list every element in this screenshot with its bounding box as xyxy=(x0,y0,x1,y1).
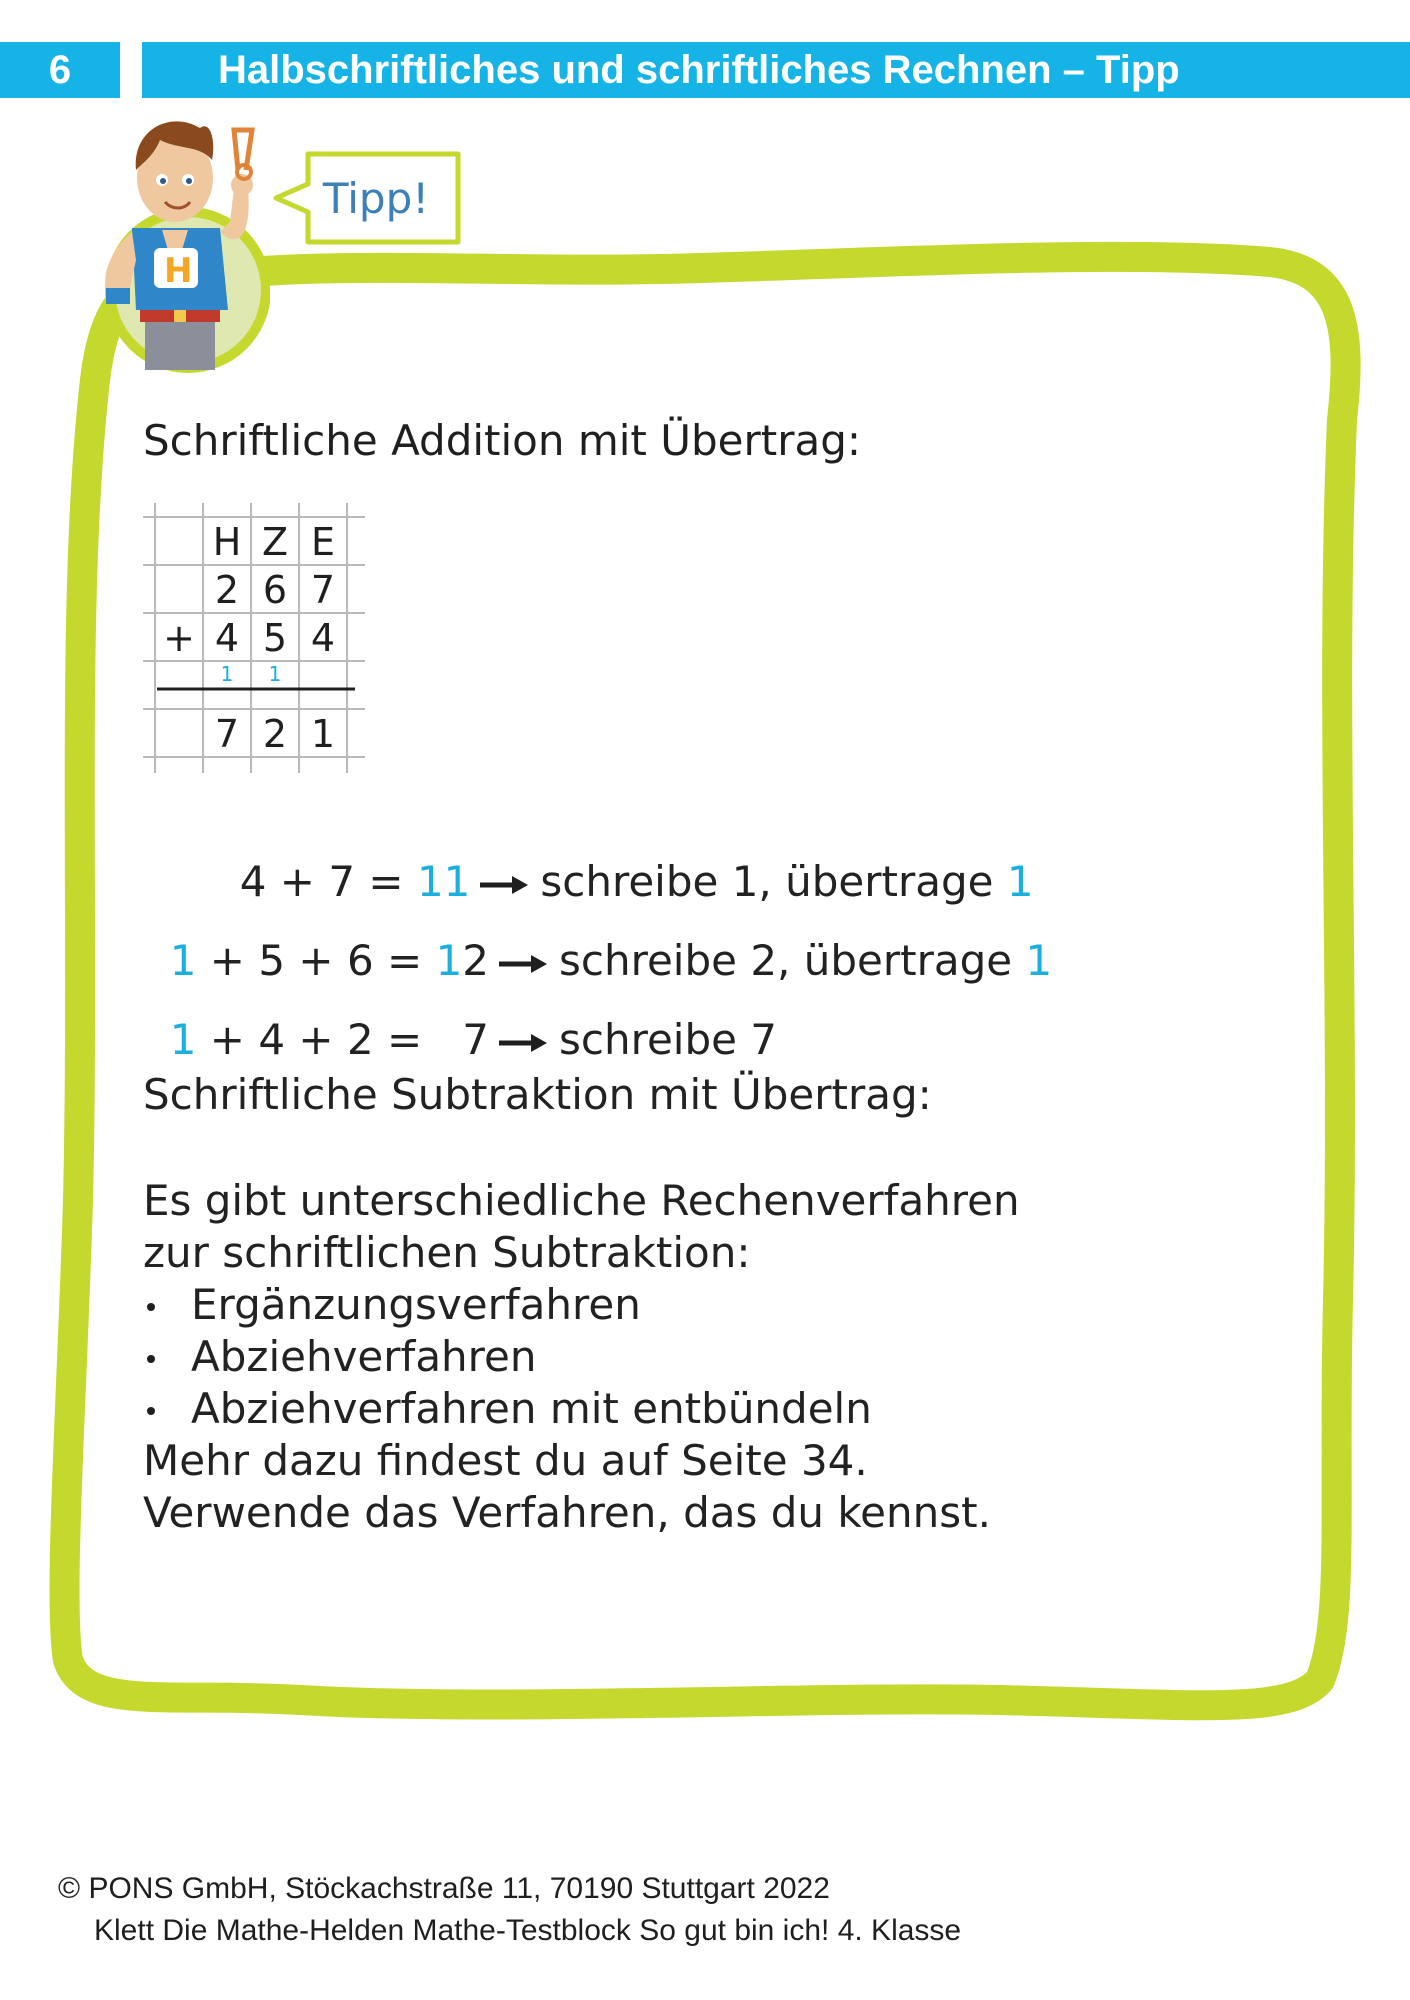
grid-row1-h: 2 xyxy=(214,568,240,612)
list-item: Abziehverfahren xyxy=(143,1331,1020,1383)
step-2-carry-out: 1 xyxy=(1025,936,1053,985)
step-3-sum-rest: 7 xyxy=(462,1015,489,1064)
page-number: 6 xyxy=(0,42,120,98)
footer-copyright: © PONS GmbH, Stöckachstraße 11, 70190 Stuttgart 2022 xyxy=(58,1872,830,1905)
grid-carry-z: 1 xyxy=(268,662,282,686)
grid-operator: + xyxy=(163,616,195,660)
grid-header-h: H xyxy=(212,520,242,564)
step-1-carry-out: 1 xyxy=(1006,857,1034,906)
list-item: Abziehverfahren mit entbündeln xyxy=(143,1383,1020,1435)
grid-row2-e: 4 xyxy=(310,616,336,660)
step-3-lhs: + 4 + 2 = xyxy=(196,1015,463,1064)
hero-mascot-icon xyxy=(70,100,270,380)
footer-product: Klett Die Mathe-Helden Mathe-Testblock So gut bin ich! 4. Klasse xyxy=(94,1914,962,1947)
method-list xyxy=(143,1279,1020,1435)
subtraction-intro-2: zur schriftlichen Subtraktion: xyxy=(143,1228,751,1277)
subtraction-title: Schriftliche Subtraktion mit Übertrag: xyxy=(143,1070,932,1119)
page-title: Halbschriftliches und schriftliches Rechnen – Tipp xyxy=(142,42,1410,98)
grid-carry-h: 1 xyxy=(220,662,234,686)
step-3-lhs-carry: 1 xyxy=(169,1015,197,1064)
grid-row2-z: 5 xyxy=(262,616,288,660)
list-item: Ergänzungsverfahren xyxy=(143,1279,1020,1331)
grid-result-z: 2 xyxy=(262,712,288,756)
step-2-sum-carry: 1 xyxy=(435,936,463,985)
addition-grid xyxy=(143,503,373,777)
step-1-text: schreibe 1, übertrage xyxy=(540,857,1007,906)
step-2-lhs-carry: 1 xyxy=(169,936,197,985)
step-2-lhs: + 5 + 6 = xyxy=(196,936,436,985)
step-2-sum-rest: 2 xyxy=(462,936,490,985)
grid-header-z: Z xyxy=(261,520,289,564)
step-2-text: schreibe 2, übertrage xyxy=(559,936,1026,985)
subtraction-body xyxy=(143,1175,1020,1539)
subtraction-intro-1: Es gibt unterschiedliche Rechenverfahren xyxy=(143,1176,1020,1225)
step-3 xyxy=(143,966,777,1064)
grid-row1-z: 6 xyxy=(262,568,288,612)
step-1-sum-carry: 1 xyxy=(416,857,444,906)
tip-label: Tipp! xyxy=(322,173,430,223)
addition-title: Schriftliche Addition mit Übertrag: xyxy=(143,416,862,465)
subtraction-note-2: Verwende das Verfahren, das du kennst. xyxy=(143,1488,991,1537)
grid-result-e: 1 xyxy=(310,712,336,756)
subtraction-note-1: Mehr dazu findest du auf Seite 34. xyxy=(143,1436,868,1485)
grid-row2-h: 4 xyxy=(214,616,240,660)
grid-result-h: 7 xyxy=(214,712,240,756)
addition-section xyxy=(143,415,1283,467)
step-3-text: schreibe 7 xyxy=(559,1015,778,1064)
arrow-right-icon xyxy=(499,1032,547,1054)
grid-row1-e: 7 xyxy=(310,568,336,612)
grid-header-e: E xyxy=(310,520,336,564)
footer xyxy=(58,1868,961,1952)
svg-text:H: H xyxy=(164,251,193,291)
step-1-lhs: 4 + 7 = xyxy=(239,857,417,906)
step-1-sum-rest: 1 xyxy=(443,857,471,906)
